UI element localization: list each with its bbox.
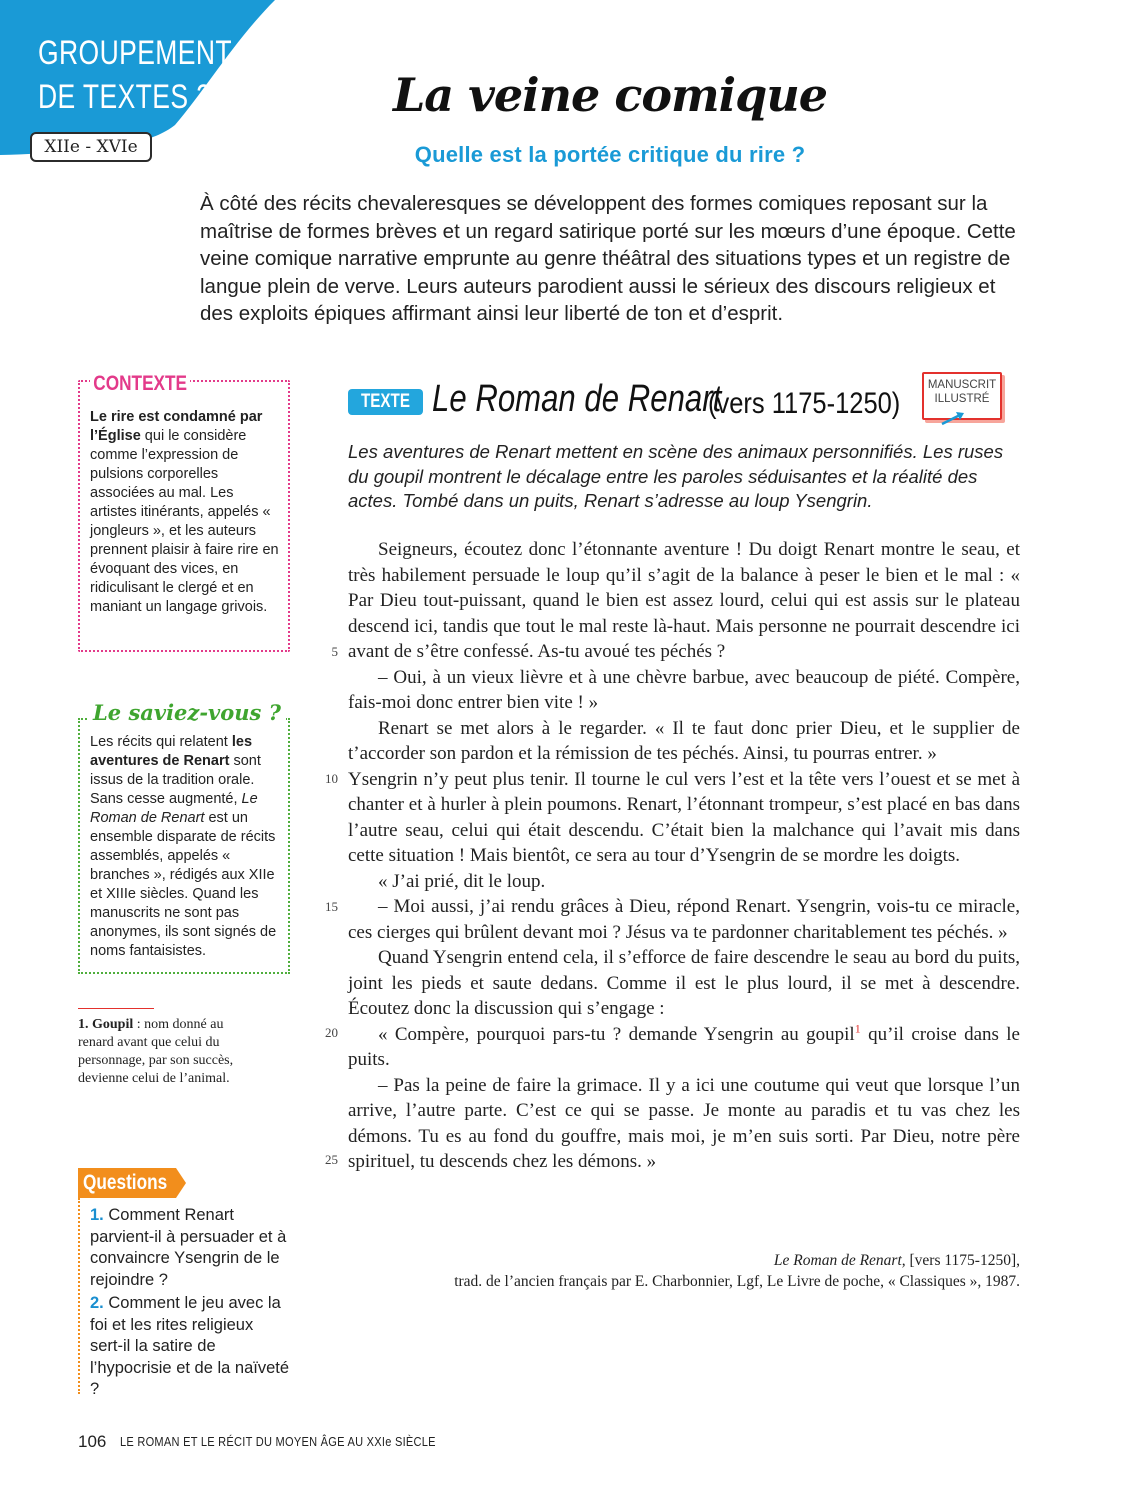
page-title: La veine comique bbox=[392, 68, 828, 122]
contexte-body: qui le considère comme l’expression de pulsions corporelles associées au mal. Les artistes itinérants, appelés « jongleurs », et les auteurs prennent plaisir à faire rire en évoquant des vices, en ridiculisant le clergé et en maniant un langage grivois. bbox=[90, 428, 279, 615]
question-item bbox=[90, 1293, 290, 1401]
footnote-rule bbox=[78, 1008, 154, 1009]
texte-badge-label: TEXTE 1 bbox=[361, 391, 410, 438]
line-number: 10 bbox=[325, 771, 338, 786]
main-p8a: « Compère, pourquoi pars-tu ? demande Ysengrin au goupil bbox=[378, 1023, 855, 1045]
saviez-t1: Les récits qui relatent bbox=[90, 734, 232, 750]
main-paragraph bbox=[348, 1022, 1020, 1073]
main-paragraph: Seigneurs, écoutez donc l’étonnante aventure ! Du doigt Renart montre le seau, et très habilement persuade le loup qu’il s’agit de la balance à peser le bien et le mal : « Par Dieu tout-puissant, quand le bien est assez lourd, celui qui est assis sur le plateau descend ici, tandis que tout le mal reste là-haut. Mais personne ne pourrait descendre ici avant de s’être confessé. As-tu avoué tes péchés ? bbox=[348, 539, 1020, 662]
saviez-t2: sont issus de la tradition orale. Sans cesse augmenté, bbox=[90, 753, 261, 807]
question-number: 1. bbox=[90, 1206, 104, 1224]
footnote-term: 1. Goupil bbox=[78, 1017, 134, 1032]
page-number: 106 bbox=[78, 1432, 107, 1451]
footnote-ref: 1 bbox=[854, 1021, 861, 1036]
main-paragraph: – Oui, à un vieux lièvre et à une chèvre barbue, avec beaucoup de piété. Compère, fais-moi donc entrer bien vite ! » bbox=[348, 666, 1020, 713]
questions-label bbox=[78, 1168, 176, 1198]
texte-badge bbox=[348, 389, 423, 438]
main-paragraph: « J’ai prié, dit le loup. bbox=[378, 870, 546, 892]
period-badge: XIIe - XVIe bbox=[30, 132, 152, 162]
texte-dates: (vers 1175-1250) bbox=[708, 387, 901, 420]
manuscrit-line2: ILLUSTRÉ bbox=[934, 393, 990, 405]
question-item bbox=[90, 1205, 290, 1291]
saviez-bold: les aventures de Renart bbox=[90, 734, 253, 769]
group-label-line2: DE TEXTES 2 bbox=[38, 78, 212, 116]
line-number: 5 bbox=[331, 644, 338, 659]
question-text: Comment Renart parvient-il à persuader et à convaincre Ysengrin de le rejoindre ? bbox=[90, 1206, 287, 1289]
manuscrit-text bbox=[924, 378, 1000, 406]
source-title: Le Roman de Renart, bbox=[773, 1252, 906, 1269]
source-citation bbox=[348, 1250, 1020, 1292]
footnote-text: : nom donné au renard avant que celui du personnage, par son succès, devienne celui de l’animal. bbox=[78, 1017, 234, 1086]
source-line2: trad. de l’ancien français par E. Charbonnier, Lgf, Le Livre de poche, « Classiques », 1987. bbox=[454, 1273, 1020, 1290]
group-label-line1: GROUPEMENT bbox=[38, 34, 232, 72]
main-paragraph: Quand Ysengrin entend cela, il s’efforce de faire descendre le seau au bord du puits, joint les pieds et saute dedans. Comme il est le plus lourd, il se met à descendre. Écoutez donc la discussion qui s’engage : bbox=[348, 947, 1020, 1019]
contexte-bold: Le rire est condamné par l’Église bbox=[90, 409, 263, 444]
footnote bbox=[78, 1016, 258, 1088]
saviez-italic: Le Roman de Renart bbox=[90, 791, 258, 826]
line-number: 25 bbox=[325, 1152, 338, 1167]
group-corner-badge bbox=[0, 0, 290, 170]
source-date: [vers 1175-1250], bbox=[905, 1252, 1020, 1269]
page-subtitle: Quelle est la portée critique du rire ? bbox=[414, 142, 806, 167]
questions-label-text: Questions bbox=[83, 1171, 168, 1194]
main-p8b: qu’il croise dans le puits. bbox=[348, 1023, 1020, 1070]
questions-list bbox=[90, 1205, 290, 1403]
arrow-icon bbox=[940, 410, 970, 426]
main-paragraph: – Moi aussi, j’ai rendu grâces à Dieu, répond Renart. Ysengrin, vois-tu ce miracle, ces cierges qui brûlent devant moi ? Jésus va te pardonner charitablement tes péchés. » bbox=[348, 896, 1020, 943]
saviez-label: Le saviez-vous ? bbox=[88, 700, 286, 725]
main-paragraph: Ysengrin n’y peut plus tenir. Il tourne le cul vers l’est et la tête vers l’ouest et se met à chanter et à hurler à plein poumons. Renart, l’étonnant trompeur, s’est placé en bas dans l’autre seau, celui qui était descendu. C’était bien la malchance qui l’avait mis dans cette situation ! Mais bientôt, ce sera au tour d’Ysengrin de se mordre les doigts. bbox=[348, 768, 1020, 866]
saviez-text bbox=[90, 733, 282, 961]
question-number: 2. bbox=[90, 1294, 104, 1312]
questions-label-arrow bbox=[176, 1168, 186, 1198]
main-text bbox=[348, 537, 1020, 1175]
main-paragraph: – Pas la peine de faire la grimace. Il y a ici une coutume qui veut que lorsque l’un arrive, l’autre parte. C’est ce qui se passe. Je monte au paradis et tu vas chez les démons. Tu es au fond du gouffre, mais moi, je m’en suis sorti. Par Dieu, notre père spirituel, tu descends chez les démons. » bbox=[348, 1074, 1020, 1172]
contexte-label: CONTEXTE bbox=[90, 372, 190, 396]
running-footer-title: LE ROMAN ET LE RÉCIT DU MOYEN ÂGE AU XXIe SIÈCLE bbox=[120, 1434, 436, 1449]
source-line1 bbox=[348, 1250, 1020, 1271]
texte-title: Le Roman de Renart bbox=[432, 378, 722, 420]
line-number: 20 bbox=[325, 1025, 338, 1040]
manuscrit-line1: MANUSCRIT bbox=[927, 379, 997, 391]
contexte-text bbox=[90, 408, 280, 617]
texte-chapeau: Les aventures de Renart mettent en scène des animaux personnifiés. Les ruses du goupil montrent le décalage entre les paroles séduisantes et la réalité des actes. Tombé dans un puits, Renart s’adresse au loup Ysengrin. bbox=[348, 441, 1004, 511]
main-paragraph: Renart se met alors à le regarder. « Il te faut donc prier Dieu, et le supplier de t’accorder son pardon et la rémission de tes péchés. Ainsi, tu pourras entrer. » bbox=[348, 717, 1020, 764]
intro-paragraph: À côté des récits chevaleresques se développent des formes comiques reposant sur la maîtrise de formes brèves et un regard satirique porté sur les mœurs d’une époque. Cette veine comique narrative emprunte au genre théâtral des situations types et un registre de langue plein de verve. Leurs auteurs parodient aussi le sérieux des discours religieux et des exploits épiques affirmant ainsi leur liberté de ton et d’esprit. bbox=[200, 192, 1016, 325]
question-text: Comment le jeu avec la foi et les rites religieux sert-il la satire de l’hypocrisie et de la naïveté ? bbox=[90, 1294, 290, 1398]
saviez-t3: est un ensemble disparate de récits assemblés, appelés « branches », rédigés aux XIIe et XIIIe siècles. Quand les manuscrits ne sont pas anonymes, ils sont signés de noms fantaisistes. bbox=[90, 810, 277, 959]
line-number: 15 bbox=[325, 899, 338, 914]
